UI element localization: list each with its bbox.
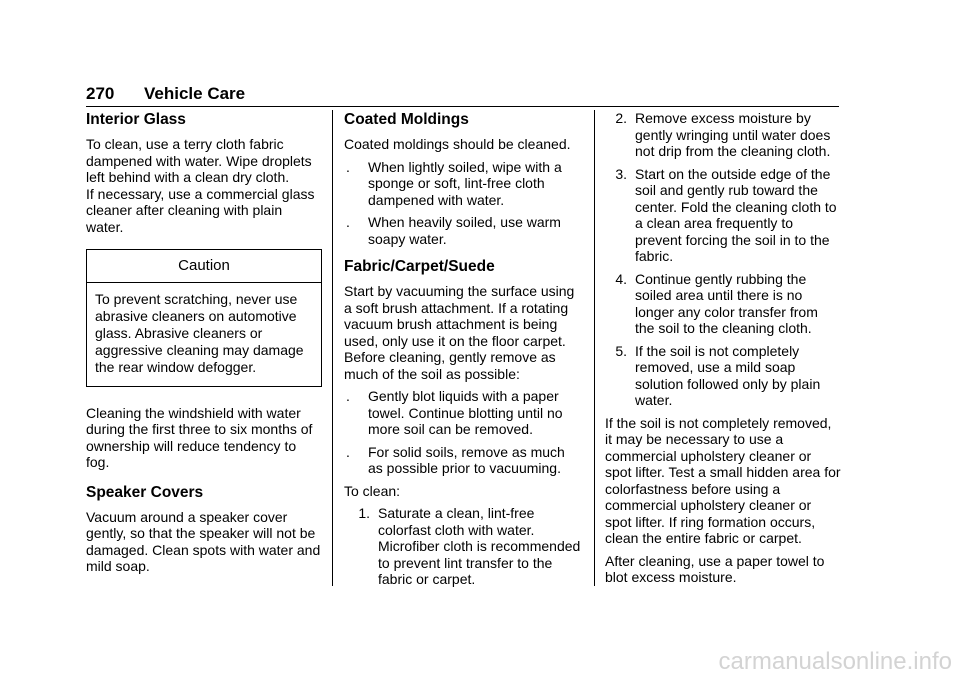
list-item-text: For solid soils, remove as much as possible prior to vacuuming. <box>368 443 565 476</box>
list-item <box>344 388 582 438</box>
section-heading-fabric-carpet-suede: Fabric/Carpet/Suede <box>344 258 495 275</box>
paragraph: Coated moldings should be cleaned. <box>344 136 571 152</box>
step-text: Start on the outside edge of the soil and gently rub toward the center. Fold the cleaning cloth to a clean area frequently to prevent forcing the soil in to the fabric. <box>635 165 837 264</box>
list-item-text: When lightly soiled, wipe with a sponge or soft, lint-free cloth dampened with water. <box>368 158 562 208</box>
step-number: 4. <box>615 270 627 287</box>
list-item <box>344 444 582 477</box>
list-item <box>344 214 582 247</box>
paragraph: After cleaning, use a paper towel to blot excess moisture. <box>605 552 825 585</box>
list-item <box>344 159 582 209</box>
paragraph: Cleaning the windshield with water during the first three to six months of ownership will reduce tendency to fog. <box>86 404 313 470</box>
column-2 <box>344 110 582 594</box>
step-text: Remove excess moisture by gently wringing until water does not drip from the cleaning cloth. <box>635 110 831 159</box>
caution-title: Caution <box>87 250 321 283</box>
numbered-step <box>605 166 841 265</box>
section-heading-interior-glass: Interior Glass <box>86 111 186 128</box>
bullet-mark: . <box>346 443 350 460</box>
paragraph: If necessary, use a commercial glass cleaner after cleaning with plain water. <box>86 185 315 235</box>
section-title: Vehicle Care <box>144 84 246 103</box>
step-number: 5. <box>615 342 627 359</box>
paragraph: Vacuum around a speaker cover gently, so that the speaker will not be damaged. Clean spots with water and mild soap. <box>86 508 321 574</box>
paragraph: Start by vacuuming the surface using a soft brush attachment. If a rotating vacuum brush attachment is being used, only use it on the floor carpet. Before cleaning, gently remove as much of the soil as possible: <box>344 283 575 382</box>
page-header <box>86 84 839 107</box>
numbered-step <box>605 343 841 409</box>
watermark-text: carmanualsonline.info <box>718 648 952 675</box>
numbered-step <box>605 110 841 160</box>
bullet-mark: . <box>346 388 350 404</box>
step-text: Saturate a clean, lint-free colorfast cloth with water. Microfiber cloth is recommended to prevent lint transfer to the fabric or carpet. <box>378 505 581 587</box>
paragraph: To clean, use a terry cloth fabric dampened with water. Wipe droplets left behind with a clean dry cloth. <box>86 136 312 185</box>
paragraph: If the soil is not completely removed, it may be necessary to use a commercial upholstery cleaner or spot lifter. Test a small hidden area for colorfastness before using a commercial upholstery cleaner or spot lifter. If ring formation occurs, clean the entire fabric or carpet. <box>605 414 841 546</box>
page-number: 270 <box>86 84 115 103</box>
step-text: If the soil is not completely removed, use a mild soap solution followed only by plain water. <box>635 342 821 408</box>
step-number: 1. <box>358 505 370 521</box>
step-text: Continue gently rubbing the soiled area until there is no longer any color transfer from the soil to the cleaning cloth. <box>635 270 818 336</box>
bullet-mark: . <box>346 158 350 175</box>
numbered-step <box>605 271 841 337</box>
section-heading-speaker-covers: Speaker Covers <box>86 483 204 501</box>
numbered-step <box>348 505 582 588</box>
step-number: 2. <box>615 110 627 126</box>
column-divider <box>594 110 595 586</box>
column-3 <box>605 110 841 592</box>
step-number: 3. <box>615 165 627 182</box>
bullet-mark: . <box>346 214 350 230</box>
paragraph: To clean: <box>344 482 401 499</box>
caution-body: To prevent scratching, never use abrasive cleaners on automotive glass. Abrasive cleaners or aggressive cleaning may damage the rear window defogger. <box>95 290 304 375</box>
list-item-text: When heavily soiled, use warm soapy water. <box>368 214 561 247</box>
caution-box <box>86 249 322 387</box>
list-item-text: Gently blot liquids with a paper towel. Continue blotting until no more soil can be removed. <box>368 388 563 437</box>
column-1 <box>86 110 322 581</box>
section-heading-coated-moldings: Coated Moldings <box>344 111 469 128</box>
column-divider <box>332 110 333 586</box>
